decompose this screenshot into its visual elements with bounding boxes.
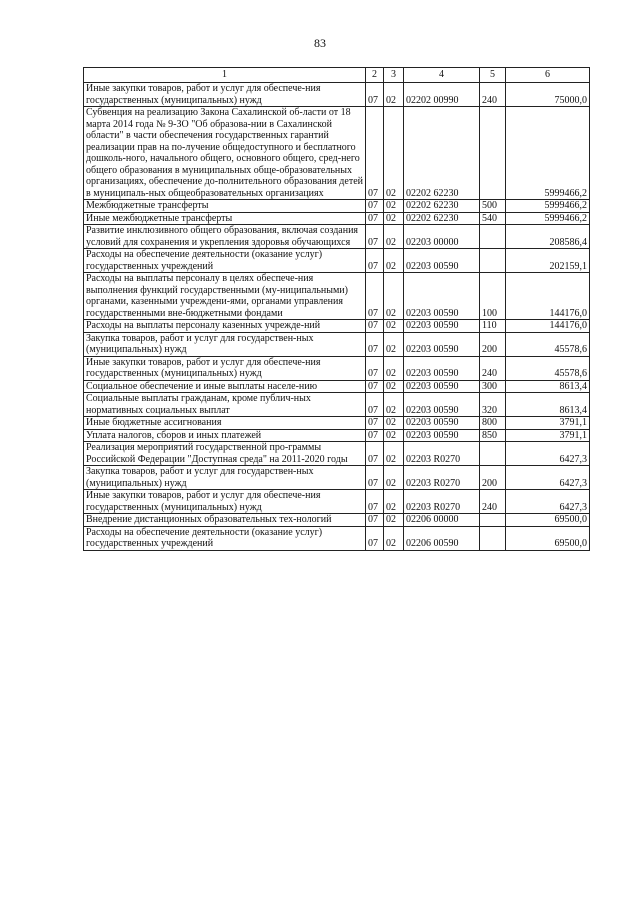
table-row [84, 332, 590, 356]
row-name: Уплата налогов, сборов и иных платежей [84, 429, 366, 442]
table-row [84, 107, 590, 200]
row-section: 07 [366, 417, 384, 430]
row-subsection: 02 [384, 83, 404, 107]
row-section: 07 [366, 332, 384, 356]
row-target-article: 02203 00590 [404, 332, 480, 356]
row-subsection: 02 [384, 514, 404, 527]
row-amount: 6427,3 [506, 442, 590, 466]
row-section: 07 [366, 526, 384, 550]
row-name: Закупка товаров, работ и услуг для государствен-ных (муниципальных) нужд [84, 332, 366, 356]
row-target-article: 02203 00590 [404, 273, 480, 320]
table-row [84, 200, 590, 213]
row-subsection: 02 [384, 212, 404, 225]
row-expense-type [480, 514, 506, 527]
row-amount: 208586,4 [506, 225, 590, 249]
header-cell-amount: 6 [506, 68, 590, 83]
page-number: 83 [314, 36, 326, 50]
row-target-article: 02203 00590 [404, 320, 480, 333]
header-row [84, 68, 590, 83]
row-subsection: 02 [384, 526, 404, 550]
row-amount: 144176,0 [506, 273, 590, 320]
row-section: 07 [366, 83, 384, 107]
row-name: Расходы на выплаты персоналу в целях обеспече-ния выполнения функций государственными (му-ниципальными) органами, казенными учреждени-ями, органами управления государственными вне-бюджетными фондами [84, 273, 366, 320]
row-amount: 8613,4 [506, 380, 590, 393]
row-expense-type: 240 [480, 490, 506, 514]
row-expense-type: 540 [480, 212, 506, 225]
row-amount: 202159,1 [506, 249, 590, 273]
table-row [84, 225, 590, 249]
row-subsection: 02 [384, 200, 404, 213]
row-section: 07 [366, 429, 384, 442]
table-row [84, 417, 590, 430]
row-amount: 5999466,2 [506, 107, 590, 200]
row-expense-type [480, 442, 506, 466]
row-subsection: 02 [384, 356, 404, 380]
row-target-article: 02202 00990 [404, 83, 480, 107]
row-expense-type: 800 [480, 417, 506, 430]
header-cell-expense-type: 5 [480, 68, 506, 83]
row-name: Расходы на выплаты персоналу казенных учрежде-ний [84, 320, 366, 333]
table-row [84, 83, 590, 107]
budget-table [83, 67, 590, 551]
table-row [84, 526, 590, 550]
row-subsection: 02 [384, 249, 404, 273]
table-row [84, 249, 590, 273]
row-section: 07 [366, 249, 384, 273]
row-name: Субвенция на реализацию Закона Сахалинской об-ласти от 18 марта 2014 года № 9-ЗО "Об образова-нии в Сахалинской области" в части обеспечения государственных гарантий реализации прав на по-лучение общедоступного и бесплатного дошколь-ного, начального общего, основного общего, сред-него общего образования в муниципальных обще-образовательных организациях, обеспечение до-полнительного образования детей в муниципаль-ных общеобразовательных организациях [84, 107, 366, 200]
row-target-article: 02202 62230 [404, 200, 480, 213]
table-row [84, 514, 590, 527]
row-section: 07 [366, 393, 384, 417]
row-target-article: 02202 62230 [404, 212, 480, 225]
row-name: Реализация мероприятий государственной про-граммы Российской Федерации "Доступная среда" на 2011-2020 годы [84, 442, 366, 466]
row-section: 07 [366, 320, 384, 333]
row-section: 07 [366, 273, 384, 320]
row-target-article: 02203 00590 [404, 417, 480, 430]
row-amount: 45578,6 [506, 332, 590, 356]
row-subsection: 02 [384, 490, 404, 514]
row-expense-type: 320 [480, 393, 506, 417]
row-subsection: 02 [384, 429, 404, 442]
row-subsection: 02 [384, 332, 404, 356]
row-amount: 5999466,2 [506, 200, 590, 213]
row-section: 07 [366, 107, 384, 200]
row-target-article: 02203 00000 [404, 225, 480, 249]
row-amount: 3791,1 [506, 417, 590, 430]
table-row [84, 356, 590, 380]
row-expense-type: 500 [480, 200, 506, 213]
row-target-article: 02203 00590 [404, 393, 480, 417]
header-cell-subsection: 3 [384, 68, 404, 83]
row-expense-type [480, 107, 506, 200]
row-expense-type [480, 225, 506, 249]
row-target-article: 02203 00590 [404, 429, 480, 442]
table-row [84, 320, 590, 333]
row-section: 07 [366, 442, 384, 466]
row-subsection: 02 [384, 380, 404, 393]
table-row [84, 442, 590, 466]
row-section: 07 [366, 380, 384, 393]
row-expense-type: 200 [480, 466, 506, 490]
row-expense-type: 240 [480, 83, 506, 107]
row-target-article: 02203 R0270 [404, 466, 480, 490]
row-expense-type: 200 [480, 332, 506, 356]
row-name: Социальное обеспечение и иные выплаты населе-нию [84, 380, 366, 393]
row-amount: 6427,3 [506, 490, 590, 514]
header-cell-target-article: 4 [404, 68, 480, 83]
row-subsection: 02 [384, 442, 404, 466]
table-row [84, 273, 590, 320]
row-target-article: 02206 00590 [404, 526, 480, 550]
row-name: Иные межбюджетные трансферты [84, 212, 366, 225]
row-name: Внедрение дистанционных образовательных тех-нологий [84, 514, 366, 527]
row-amount: 8613,4 [506, 393, 590, 417]
row-amount: 45578,6 [506, 356, 590, 380]
row-amount: 6427,3 [506, 466, 590, 490]
row-amount: 69500,0 [506, 514, 590, 527]
row-amount: 69500,0 [506, 526, 590, 550]
row-subsection: 02 [384, 393, 404, 417]
row-amount: 5999466,2 [506, 212, 590, 225]
row-section: 07 [366, 490, 384, 514]
table-row [84, 393, 590, 417]
row-name: Иные закупки товаров, работ и услуг для обеспече-ния государственных (муниципальных) нужд [84, 490, 366, 514]
table-row [84, 380, 590, 393]
row-expense-type: 240 [480, 356, 506, 380]
row-target-article: 02203 R0270 [404, 490, 480, 514]
row-section: 07 [366, 356, 384, 380]
budget-table-body [84, 68, 590, 551]
header-cell-name: 1 [84, 68, 366, 83]
row-subsection: 02 [384, 225, 404, 249]
row-name: Межбюджетные трансферты [84, 200, 366, 213]
row-section: 07 [366, 514, 384, 527]
row-subsection: 02 [384, 466, 404, 490]
table-row [84, 429, 590, 442]
row-name: Расходы на обеспечение деятельности (оказание услуг) государственных учреждений [84, 249, 366, 273]
row-expense-type [480, 526, 506, 550]
row-section: 07 [366, 212, 384, 225]
row-name: Расходы на обеспечение деятельности (оказание услуг) государственных учреждений [84, 526, 366, 550]
row-name: Иные закупки товаров, работ и услуг для обеспече-ния государственных (муниципальных) нужд [84, 83, 366, 107]
row-target-article: 02203 R0270 [404, 442, 480, 466]
row-section: 07 [366, 200, 384, 213]
row-amount: 75000,0 [506, 83, 590, 107]
row-expense-type: 110 [480, 320, 506, 333]
row-subsection: 02 [384, 107, 404, 200]
row-expense-type: 100 [480, 273, 506, 320]
row-section: 07 [366, 225, 384, 249]
row-amount: 3791,1 [506, 429, 590, 442]
row-target-article: 02203 00590 [404, 356, 480, 380]
row-subsection: 02 [384, 417, 404, 430]
table-row [84, 466, 590, 490]
row-name: Социальные выплаты гражданам, кроме публич-ных нормативных социальных выплат [84, 393, 366, 417]
row-expense-type: 850 [480, 429, 506, 442]
row-subsection: 02 [384, 273, 404, 320]
row-target-article: 02206 00000 [404, 514, 480, 527]
table-row [84, 212, 590, 225]
row-expense-type: 300 [480, 380, 506, 393]
row-target-article: 02203 00590 [404, 249, 480, 273]
row-target-article: 02202 62230 [404, 107, 480, 200]
row-name: Закупка товаров, работ и услуг для государствен-ных (муниципальных) нужд [84, 466, 366, 490]
row-subsection: 02 [384, 320, 404, 333]
row-section: 07 [366, 466, 384, 490]
row-expense-type [480, 249, 506, 273]
row-name: Развитие инклюзивного общего образования, включая создания условий для сохранения и укрепления здоровья обучающихся [84, 225, 366, 249]
table-row [84, 490, 590, 514]
row-amount: 144176,0 [506, 320, 590, 333]
header-cell-section: 2 [366, 68, 384, 83]
row-name: Иные закупки товаров, работ и услуг для обеспече-ния государственных (муниципальных) нужд [84, 356, 366, 380]
row-name: Иные бюджетные ассигнования [84, 417, 366, 430]
row-target-article: 02203 00590 [404, 380, 480, 393]
